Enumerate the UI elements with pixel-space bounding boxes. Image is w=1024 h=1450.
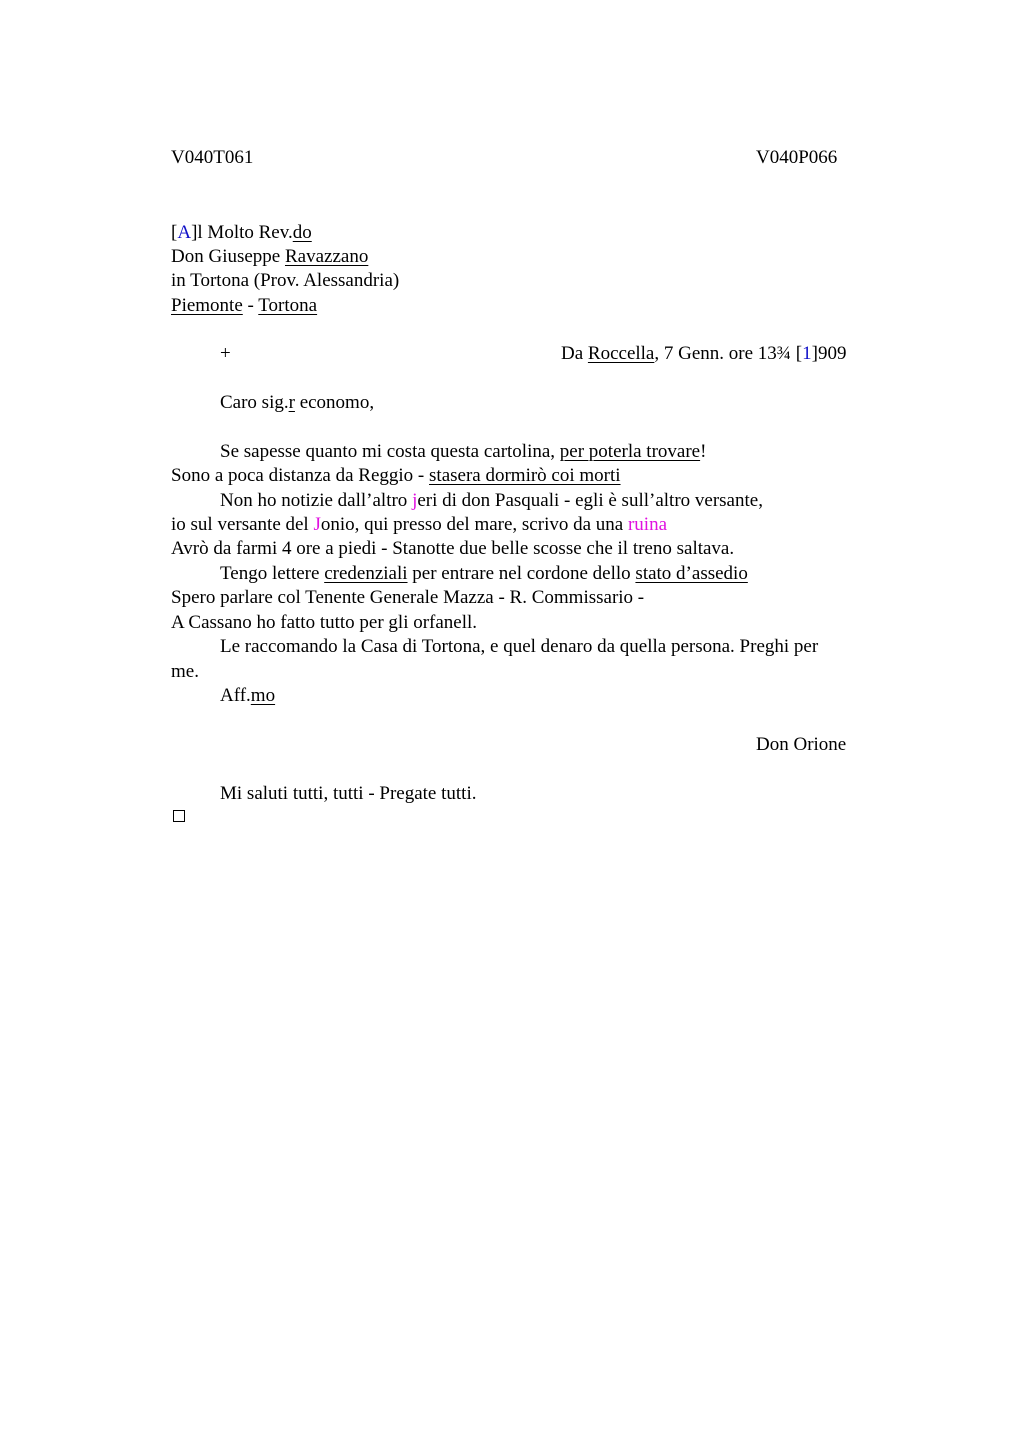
closing-underlined: mo — [250, 685, 276, 706]
body-line-2-text: Sono a poca distanza da Reggio - — [171, 465, 430, 486]
body-line-1-underlined: per poterla trovare — [559, 441, 701, 462]
bracket-open: [ — [795, 343, 803, 364]
closing — [220, 684, 275, 708]
body-line-4-highlight: J — [313, 514, 321, 535]
cross-symbol: + — [220, 343, 231, 364]
body-line-1 — [220, 440, 706, 464]
body-line-7: Spero parlare col Tenente Generale Mazza - R. Commissario - — [171, 587, 645, 608]
dateline-middle: , 7 Genn. ore 13¾ — [654, 343, 796, 364]
body-line-4-highlight-2: ruina — [627, 514, 668, 535]
body-line-3 — [220, 489, 763, 513]
salutation-underlined: r — [288, 392, 295, 413]
body-line-3-highlight: j — [412, 490, 418, 511]
region-name: Piemonte — [171, 295, 243, 316]
body-line-3-after: eri di don Pasquali - egli è sull’altro versante, — [417, 490, 763, 511]
body-line-2 — [171, 464, 621, 488]
address-separator: - — [242, 295, 259, 316]
salutation — [220, 391, 374, 415]
body-line-4 — [171, 513, 667, 537]
address-line-3: in Tortona (Prov. Alessandria) — [171, 270, 400, 291]
body-line-6-underlined-2: stato d’assedio — [635, 563, 748, 584]
address-line-2-text: Don Giuseppe — [171, 246, 285, 267]
closing-prefix: Aff. — [220, 685, 251, 706]
address-line-4 — [171, 294, 317, 318]
body-line-6-underlined-1: credenziali — [324, 563, 408, 584]
body-line-10: me. — [171, 661, 199, 682]
body-line-1-text: Se sapesse quanto mi costa questa cartolina, — [220, 441, 560, 462]
body-line-8: A Cassano ho fatto tutto per gli orfanell. — [171, 612, 478, 633]
body-line-4-after: onio, qui presso del mare, scrivo da una — [320, 514, 628, 535]
salutation-suffix: economo, — [294, 392, 375, 413]
bracket-open: [ — [171, 222, 178, 243]
recipient-surname: Ravazzano — [284, 246, 369, 267]
body-line-4-before: io sul versante del — [171, 514, 314, 535]
document-code-right: V040P066 — [756, 147, 838, 168]
body-line-5: Avrò da farmi 4 ore a piedi - Stanotte due belle scosse che il treno saltava. — [171, 538, 735, 559]
salutation-prefix: Caro sig. — [220, 392, 289, 413]
address-line-1-underlined: do — [292, 222, 312, 243]
body-line-6 — [220, 562, 748, 586]
document-code-left: V040T061 — [171, 147, 254, 168]
signature: Don Orione — [756, 734, 847, 755]
dateline — [561, 342, 846, 366]
body-line-6-mid: per entrare nel cordone dello — [407, 563, 636, 584]
bracket-close: ] — [811, 343, 818, 364]
city-name: Tortona — [258, 295, 318, 316]
empty-box-symbol — [173, 810, 185, 822]
restored-letter: A — [177, 222, 192, 243]
body-line-9: Le raccomando la Casa di Tortona, e quel denaro da quella persona. Preghi per — [220, 636, 819, 657]
address-line-1 — [171, 221, 312, 245]
address-line-2 — [171, 245, 368, 269]
postscript: Mi saluti tutti, tutti - Pregate tutti. — [220, 783, 477, 804]
body-line-3-before: Non ho notizie dall’altro — [220, 490, 413, 511]
bracket-close: ] — [191, 222, 198, 243]
body-line-2-underlined: stasera dormirò coi morti — [429, 465, 621, 486]
restored-digit: 1 — [802, 343, 812, 364]
dateline-place: Roccella — [587, 343, 655, 364]
address-line-1-text: l Molto Rev. — [197, 222, 293, 243]
dateline-year: 909 — [817, 343, 847, 364]
dateline-prefix: Da — [561, 343, 588, 364]
body-line-6-text: Tengo lettere — [220, 563, 325, 584]
body-line-1-end: ! — [700, 441, 707, 462]
